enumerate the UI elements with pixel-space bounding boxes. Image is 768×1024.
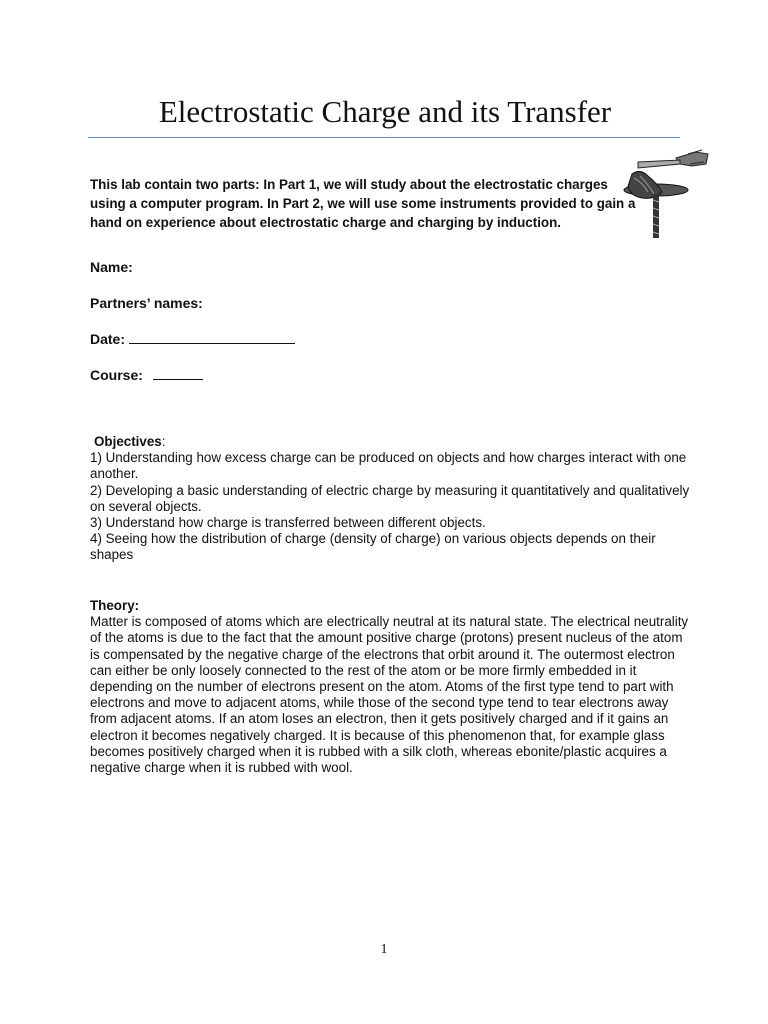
objectives-heading: Objectives — [94, 434, 162, 449]
intro-paragraph: This lab contain two parts: In Part 1, we will study about the electrostatic charges using a computer program. In Part 2, we will use some instruments provided to gain a hand on experience about electrostatic charge and charging by induction. — [90, 177, 636, 230]
course-label: Course: — [90, 367, 143, 383]
partners-field — [90, 295, 203, 311]
objectives-colon: : — [161, 434, 166, 449]
page-number: 1 — [380, 942, 388, 957]
course-blank-line[interactable] — [153, 367, 203, 380]
date-field — [90, 331, 295, 347]
page-title: Electrostatic Charge and its Transfer — [158, 94, 612, 129]
theory-section — [90, 598, 690, 776]
partners-label: Partners’ names: — [90, 295, 203, 311]
date-label: Date: — [90, 331, 126, 347]
name-field — [90, 259, 133, 275]
course-field — [90, 367, 203, 383]
objectives-section — [90, 434, 690, 564]
electroscope-illustration — [618, 148, 710, 240]
theory-heading: Theory: — [90, 598, 140, 613]
name-label: Name: — [90, 259, 133, 275]
objective-item: 3) Understand how charge is transferred between different objects. — [90, 515, 486, 531]
objective-item: 2) Developing a basic understanding of electric charge by measuring it quantitatively and qualitatively on several objects. — [90, 482, 690, 514]
title-divider — [88, 137, 680, 138]
objective-item: 4) Seeing how the distribution of charge (density of charge) on various objects depends on their shapes — [90, 531, 656, 563]
objective-item: 1) Understanding how excess charge can be produced on objects and how charges interact with one another. — [90, 450, 687, 482]
theory-body: Matter is composed of atoms which are electrically neutral at its natural state. The electrical neutrality of the atoms is due to the fact that the amount positive charge (protons) present nucleus of the atom is compensated by the negative charge of the electrons that orbit around it. The outermost electron can either be only loosely connected to the rest of the atom or be more firmly embedded in it depending on the number of electrons present on the atom. Atoms of the first type tend to part with electrons and move to adjacent atoms, while those of the second type tend to tear electrons away from adjacent atoms. If an atom loses an electron, then it gets positively charged and if it gains an electron it becomes negatively charged. It is because of this phenomenon that, for example glass becomes positively charged when it is rubbed with a silk cloth, whereas ebonite/plastic acquires a negative charge when it is rubbed with wool. — [90, 614, 689, 776]
date-blank-line[interactable] — [129, 331, 295, 344]
